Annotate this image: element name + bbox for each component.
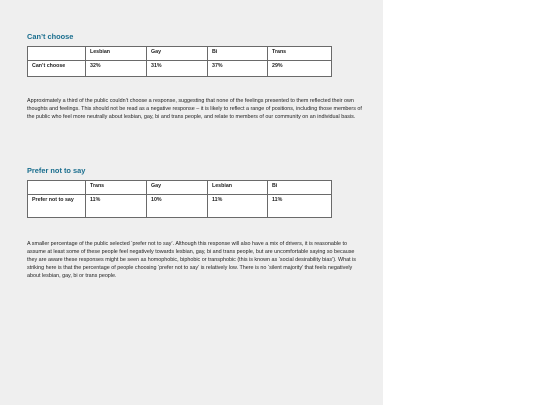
- row-label: Prefer not to say: [28, 195, 86, 218]
- header-cell-empty: [28, 47, 86, 61]
- value-cell-gay: 10%: [147, 195, 208, 218]
- paragraph-prefer-not-to-say: A smaller percentage of the public selected ‘prefer not to say’. Although this response will also have a mix of drivers, it is reasonable to assume at least some of these people feel negatively towards lesbian, gay, bi and trans people, but are uncomfortable saying so because they are aware these responses might be seen as homophobic, biphobic or transphobic (this is known as ‘social desirability bias’). What is striking here is that the percentage of people choosing ‘prefer not to say’ is relatively low. There is no ‘silent majority’ that feels negatively about lesbian, gay, bi or trans people.: [27, 241, 356, 280]
- table-row: [28, 195, 332, 218]
- value-cell-lesbian: 11%: [208, 195, 268, 218]
- value-cell-trans: 11%: [86, 195, 147, 218]
- table-header-row: [28, 47, 332, 61]
- value-cell-bi: 37%: [208, 61, 268, 77]
- header-cell-lesbian: Lesbian: [208, 181, 268, 195]
- header-cell-gay: Gay: [147, 181, 208, 195]
- section-heading-prefer-not-to-say: Prefer not to say: [27, 166, 86, 175]
- header-cell-trans: Trans: [86, 181, 147, 195]
- header-cell-lesbian: Lesbian: [86, 47, 147, 61]
- value-cell-lesbian: 32%: [86, 61, 147, 77]
- table-prefer-not-to-say: [27, 180, 332, 218]
- value-cell-trans: 29%: [268, 61, 332, 77]
- value-cell-bi: 11%: [268, 195, 332, 218]
- table-header-row: [28, 181, 332, 195]
- row-label: Can’t choose: [28, 61, 86, 77]
- value-cell-gay: 31%: [147, 61, 208, 77]
- header-cell-trans: Trans: [268, 47, 332, 61]
- section-heading-cant-choose: Can’t choose: [27, 32, 74, 41]
- header-cell-bi: Bi: [268, 181, 332, 195]
- header-cell-bi: Bi: [208, 47, 268, 61]
- paragraph-cant-choose: Approximately a third of the public couldn’t choose a response, suggesting that none of the feelings presented to them reflected their own thoughts and feelings. This should not be read as a negative response – it is likely to reflect a range of positions, including those members of the public who feel more neutrally about lesbian, gay, bi and trans people, and relate to members of our community on an individual basis.: [27, 98, 362, 121]
- table-row: [28, 61, 332, 77]
- header-cell-empty: [28, 181, 86, 195]
- table-cant-choose: [27, 46, 332, 77]
- header-cell-gay: Gay: [147, 47, 208, 61]
